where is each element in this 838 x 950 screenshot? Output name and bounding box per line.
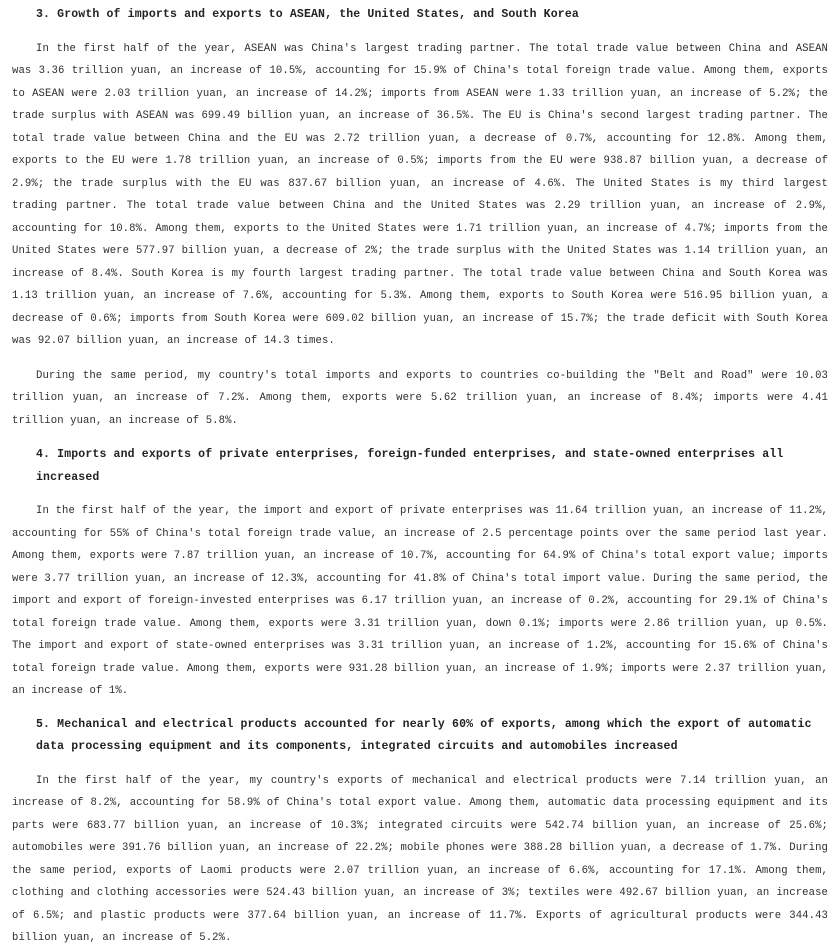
section-5: [12, 714, 828, 950]
section-heading: 3. Growth of imports and exports to ASEAN, the United States, and South Korea: [36, 8, 579, 21]
paragraph: During the same period, my country's total imports and exports to countries co-building the "Belt and Road" were 10.03 trillion yuan, an increase of 7.2%. Among them, exports were 5.62 trillion yuan, an increase of 8.4%; imports were 4.41 trillion yuan, an increase of 5.8%.: [12, 369, 828, 427]
paragraph: In the first half of the year, ASEAN was China's largest trading partner. The total trade value between China and ASEAN was 3.36 trillion yuan, an increase of 10.5%, accounting for 15.9% of China's total foreign trade value. Among them, exports to ASEAN were 2.03 trillion yuan, an increase of 14.2%; imports from ASEAN were 1.33 trillion yuan, an increase of 5.2%; the trade surplus with ASEAN was 699.49 billion yuan, an increase of 36.5%. The EU is China's second largest trading partner. The total trade value between China and the EU was 2.72 trillion yuan, a decrease of 0.7%, accounting for 12.8%. Among them, exports to the EU were 1.78 trillion yuan, an increase of 0.5%; imports from the EU were 938.87 billion yuan, a decrease of 2.9%; the trade surplus with the EU was 837.67 billion yuan, an increase of 4.6%. The United States is my third largest trading partner. The total trade value between China and the United States was 2.29 trillion yuan, an increase of 2.9%, accounting for 10.8%. Among them, exports to the United States were 1.71 trillion yuan, an increase of 4.7%; imports from the United States were 577.97 billion yuan, a decrease of 2%; the trade surplus with the United States was 1.14 trillion yuan, an increase of 8.4%. South Korea is my fourth largest trading partner. The total trade value between China and South Korea was 1.13 trillion yuan, an increase of 7.6%, accounting for 5.3%. Among them, exports to South Korea were 516.95 billion yuan, a decrease of 0.6%; imports from South Korea were 609.02 billion yuan, an increase of 15.7%; the trade deficit with South Korea was 92.07 billion yuan, an increase of 14.3 times.: [12, 42, 828, 347]
section-3: [12, 4, 828, 432]
section-heading: 5. Mechanical and electrical products accounted for nearly 60% of exports, among which the export of automatic data processing equipment and its components, integrated circuits and automobiles increased: [36, 717, 812, 753]
paragraph: In the first half of the year, my country's exports of mechanical and electrical products were 7.14 trillion yuan, an increase of 8.2%, accounting for 58.9% of China's total export value. Among them, automatic data processing equipment and its parts were 683.77 billion yuan, an increase of 10.3%; integrated circuits were 542.74 billion yuan, an increase of 25.6%; automobiles were 391.76 billion yuan, an increase of 22.2%; mobile phones were 388.28 billion yuan, a decrease of 1.7%. During the same period, exports of Laomi products were 2.07 trillion yuan, an increase of 6.6%, accounting for 17.1%. Among them, clothing and clothing accessories were 524.43 billion yuan, an increase of 3%; textiles were 492.67 billion yuan, an increase of 6.5%; and plastic products were 377.64 billion yuan, an increase of 11.7%. Exports of agricultural products were 344.43 billion yuan, an increase of 5.2%.: [12, 774, 828, 944]
document-body: [12, 4, 828, 950]
paragraph: In the first half of the year, the import and export of private enterprises was 11.64 trillion yuan, an increase of 11.2%, accounting for 55% of China's total foreign trade value, an increase of 2.5 percentage points over the same period last year. Among them, exports were 7.87 trillion yuan, an increase of 10.7%, accounting for 64.9% of China's total export value; imports were 3.77 trillion yuan, an increase of 12.3%, accounting for 41.8% of China's total import value. During the same period, the import and export of foreign-invested enterprises was 6.17 trillion yuan, an increase of 0.2%, accounting for 29.1% of China's total foreign trade value. Among them, exports were 3.31 trillion yuan, down 0.1%; imports were 2.86 trillion yuan, up 0.5%. The import and export of state-owned enterprises was 3.31 trillion yuan, an increase of 1.2%, accounting for 15.6% of China's total foreign trade value. Among them, exports were 931.28 billion yuan, an increase of 1.9%; imports were 2.37 trillion yuan, an increase of 1%.: [12, 505, 828, 697]
section-4: [12, 444, 828, 703]
section-heading: 4. Imports and exports of private enterprises, foreign-funded enterprises, and state-owned enterprises all increased: [36, 448, 784, 484]
